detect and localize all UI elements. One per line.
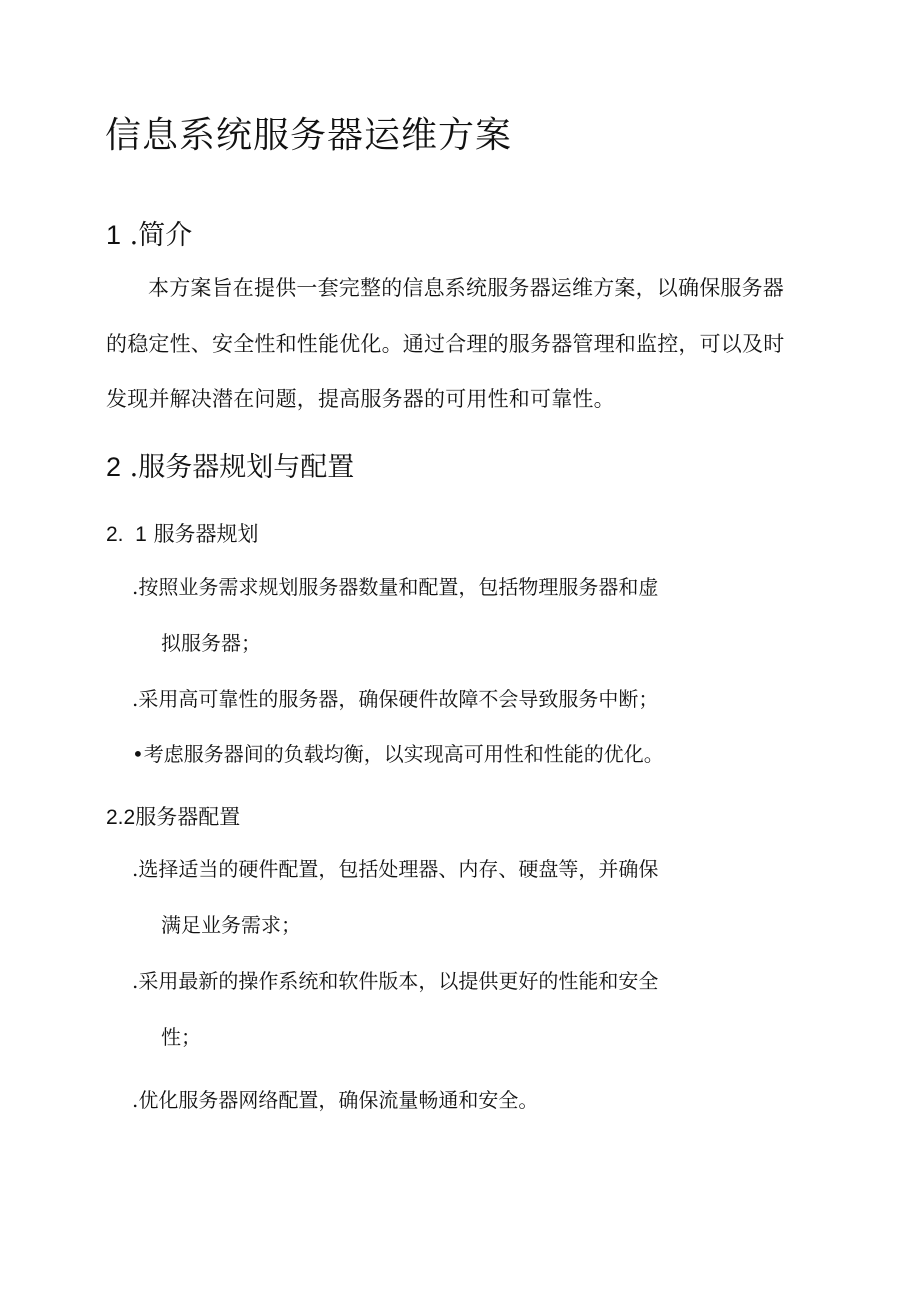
list-item-2-1-1-line-2: 拟服务器； (161, 631, 261, 655)
list-item-2-2-2-line-2: 性； (161, 1025, 201, 1049)
section-2-title: .服务器规划与配置 (121, 452, 355, 483)
subsection-2-2-title: 服务器配置 (135, 805, 241, 829)
subsection-2-1-number: 2. 1 (106, 523, 147, 546)
list-item-2-1-3: •考虑服务器间的负载均衡，以实现高可用性和性能的优化。 (132, 742, 664, 766)
section-1-paragraph-line-1: 本方案旨在提供一套完整的信息系统服务器运维方案，以确保服务器 (148, 276, 784, 300)
list-item-2-1-1-line-1: .按照业务需求规划服务器数量和配置，包括物理服务器和虚 (132, 575, 659, 599)
section-2-number: 2 (106, 452, 122, 482)
document-title: 信息系统服务器运维方案 (105, 115, 513, 156)
section-1-paragraph-line-3: 发现并解决潜在问题，提高服务器的可用性和可靠性。 (106, 387, 615, 411)
section-1-heading (106, 222, 192, 249)
section-1-title: .简介 (121, 220, 193, 251)
section-1-number: 1 (106, 220, 122, 250)
subsection-2-2-heading (106, 807, 240, 828)
list-item-2-2-1-line-1: .选择适当的硬件配置，包括处理器、内存、硬盘等，并确保 (132, 857, 659, 881)
subsection-2-1-heading (106, 524, 259, 545)
section-2-heading (106, 454, 354, 481)
list-item-2-2-1-line-2: 满足业务需求； (161, 913, 301, 937)
list-item-2-1-2: .采用高可靠性的服务器，确保硬件故障不会导致服务中断； (132, 687, 659, 711)
list-item-2-2-3: .优化服务器网络配置，确保流量畅通和安全。 (132, 1088, 539, 1112)
subsection-2-1-title: 服务器规划 (153, 522, 259, 546)
section-1-paragraph-line-2: 的稳定性、安全性和性能优化。通过合理的服务器管理和监控，可以及时 (106, 332, 785, 356)
subsection-2-2-number: 2.2 (106, 806, 136, 829)
list-item-2-2-2-line-1: .采用最新的操作系统和软件版本，以提供更好的性能和安全 (132, 969, 659, 993)
